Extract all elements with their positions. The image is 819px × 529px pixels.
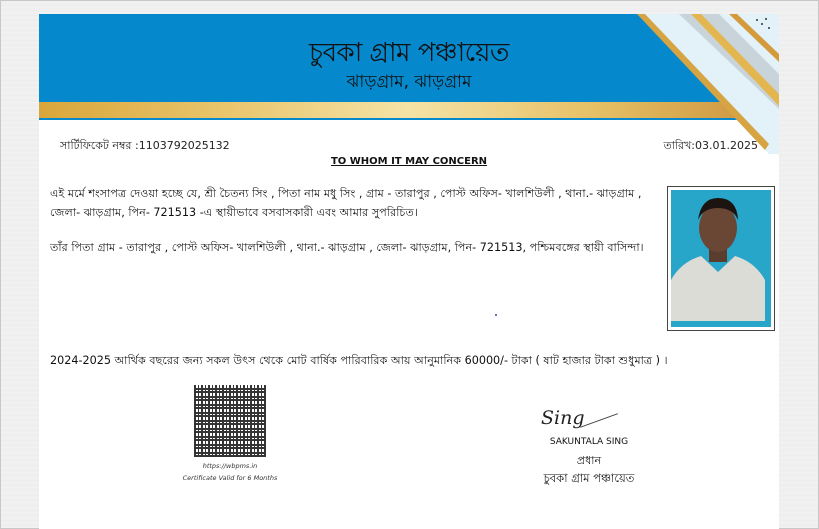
paragraph-1-line-1: এই মর্মে শংসাপত্র দেওয়া হচ্ছে যে, শ্রী চৈতন্য সিং , পিতা নাম মধু সিং , গ্রাম - তারাপুর , পোস্ট অফিস- খালশিউলী , থানা.- ঝাড়গ্রাম , xyxy=(50,187,642,200)
signature: Sing xyxy=(541,407,585,429)
certificate-page xyxy=(39,14,779,529)
income-statement: 2024-2025 আর্থিক বছরের জন্য সকল উৎস থেকে মোট বার্ষিক পারিবারিক আয় আনুমানিক 60000/- টাকা ( ষাট হাজার টাকা শুধুমাত্র ) । xyxy=(50,354,668,367)
paragraph-1-line-2: জেলা- ঝাড়গ্রাম, পিন- 721513 -এ স্থায়ীভাবে বসবাসকারী এবং আমার সুপরিচিত। xyxy=(50,206,418,219)
certificate-number-value: 1103792025132 xyxy=(138,139,230,152)
certificate-number xyxy=(60,137,230,156)
applicant-photo xyxy=(671,190,771,327)
photo-frame xyxy=(667,186,775,331)
person-photo-icon xyxy=(671,190,765,321)
panchayat-location: ঝাড়গ্রাম, ঝাড়গ্রাম xyxy=(346,72,472,92)
signature-stroke xyxy=(580,413,618,428)
certificate-number-label: সার্টিফিকেট নম্বর : xyxy=(60,139,139,152)
signatory-title: প্রধান xyxy=(576,454,602,467)
signatory-organization: চুবকা গ্রাম পঞ্চায়েত xyxy=(543,471,635,485)
panchayat-title: চুবকা গ্রাম পঞ্চায়েত xyxy=(309,38,509,68)
validity-note: Certificate Valid for 6 Months xyxy=(182,474,278,482)
paragraph-2: তাঁর পিতা গ্রাম - তারাপুর , পোস্ট অফিস- খালশিউলী , থানা.- ঝাড়গ্রাম , জেলা- ঝাড়গ্রাম, পিন- 721513, পশ্চিমবঙ্গের স্থায়ী বাসিন্দা। xyxy=(50,241,644,254)
date-label: তারিখ: xyxy=(663,139,696,152)
qr-code[interactable] xyxy=(194,385,266,457)
certificate-heading: TO WHOM IT MAY CONCERN xyxy=(330,156,488,167)
date-value: 03.01.2025 xyxy=(695,139,758,152)
signatory-name: SAKUNTALA SING xyxy=(549,437,629,447)
qr-url[interactable]: https://wbpms.in xyxy=(202,462,258,470)
issue-date xyxy=(663,137,758,156)
stray-dot xyxy=(495,314,497,316)
